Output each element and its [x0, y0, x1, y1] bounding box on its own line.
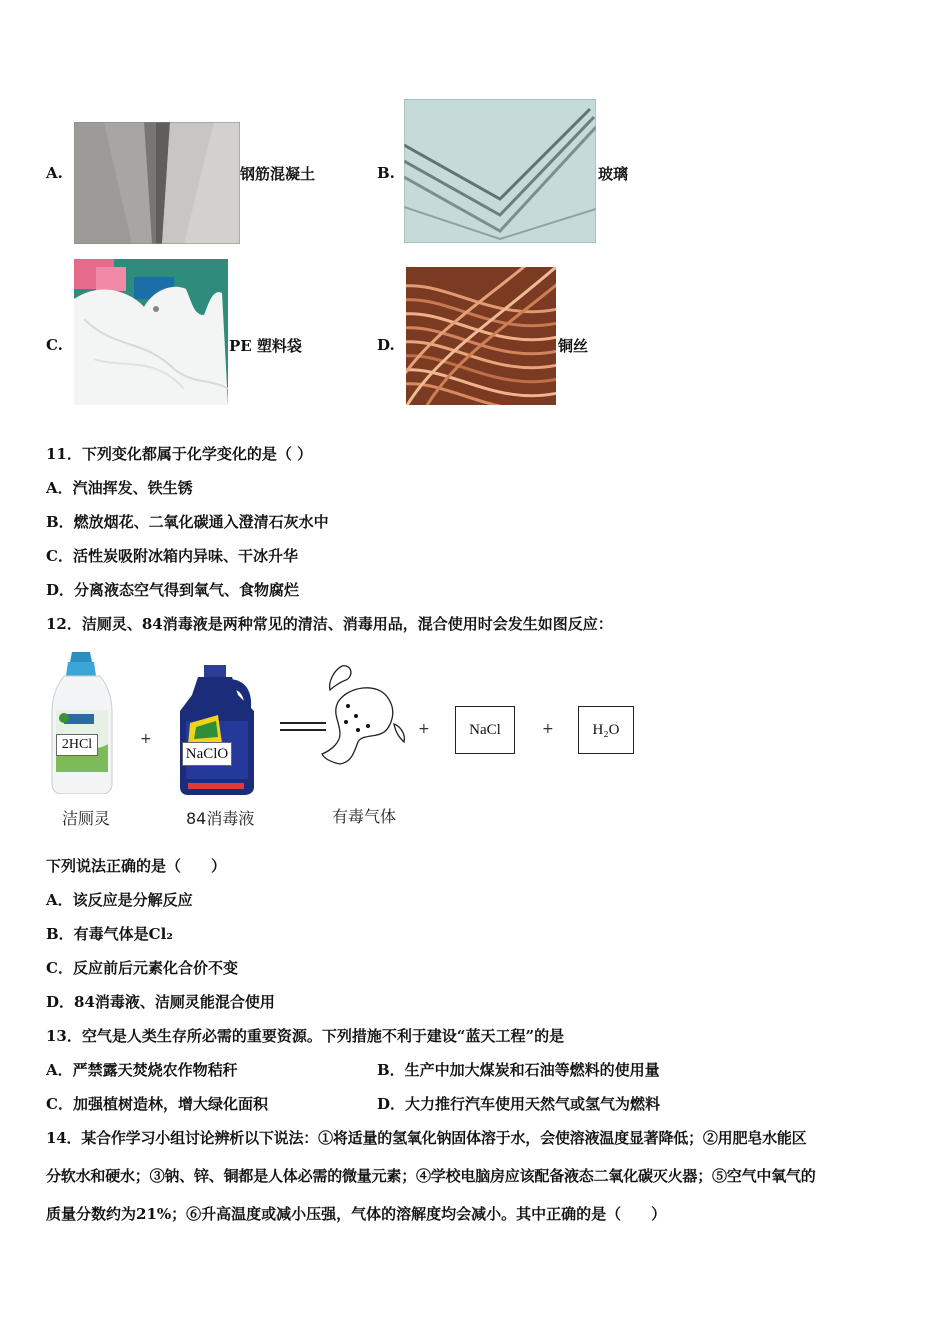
question-line-1: 14．某合作学习小组讨论辨析以下说法：①将适量的氢氧化钠固体溶于水，会使溶液温度显著降低；②用肥皂水能区	[46, 1129, 807, 1147]
option-b: B．有毒气体是Cl₂	[46, 925, 173, 943]
option-letter: B.	[377, 164, 395, 182]
disinfectant-bottle-icon	[178, 665, 258, 795]
question-prompt: 下列说法正确的是（ ）	[46, 857, 227, 875]
plus-sign: +	[418, 721, 430, 737]
option-c: C．反应前后元素化合价不变	[46, 959, 238, 977]
question-stem: 13．空气是人类生存所必需的重要资源。下列措施不利于建设“蓝天工程”的是	[46, 1027, 565, 1045]
caption-toxic-gas: 有毒气体	[332, 807, 397, 826]
option-a: A．该反应是分解反应	[46, 891, 193, 909]
product-water-box: H₂O	[578, 706, 634, 754]
option-letter: C.	[46, 336, 63, 354]
option-d: D．84消毒液、洁厕灵能混合使用	[46, 993, 275, 1011]
copper-wire-image	[406, 267, 556, 405]
option-label: 铜丝	[558, 337, 589, 355]
product-nacl-box: NaCl	[455, 706, 515, 754]
option-c: C．加强植树造林，增大绿化面积	[46, 1095, 268, 1113]
option-label: PE 塑料袋	[229, 337, 302, 355]
question-line-3: 质量分数约为21%；⑥升高温度或减小压强，气体的溶解度均会减小。其中正确的是（ ）	[46, 1205, 667, 1223]
question-stem: 12．洁厕灵、84消毒液是两种常见的清洁、消毒用品，混合使用时会发生如图反应：	[46, 615, 613, 633]
option-d: D．分离液态空气得到氧气、食物腐烂	[46, 581, 300, 599]
option-b: B．燃放烟花、二氧化碳通入澄清石灰水中	[46, 513, 329, 531]
option-b: B．生产中加大煤炭和石油等燃料的使用量	[377, 1061, 660, 1079]
caption-disinfectant: 84消毒液	[186, 809, 255, 828]
option-a: A．严禁露天焚烧农作物秸秆	[46, 1061, 238, 1079]
option-c: C．活性炭吸附冰箱内异味、干冰升华	[46, 547, 298, 565]
toxic-gas-cloud-icon	[318, 662, 414, 772]
caption-toilet-cleaner: 洁厕灵	[62, 809, 111, 828]
question-stem: 11．下列变化都属于化学变化的是（ ）	[46, 445, 313, 463]
toilet-cleaner-bottle-icon	[50, 652, 114, 794]
question-line-2: 分软水和硬水；③钠、锌、铜都是人体必需的微量元素；④学校电脑房应该配备液态二氧化碳灭火器；⑤空气中氧气的	[46, 1167, 816, 1185]
option-letter: A.	[46, 164, 63, 182]
bottle2-formula-label: NaClO	[182, 742, 232, 766]
option-label: 钢筋混凝土	[240, 165, 316, 183]
option-a: A．汽油挥发、铁生锈	[46, 479, 193, 497]
plus-sign: +	[140, 731, 152, 747]
plastic-bag-image	[74, 259, 228, 405]
option-letter: D.	[377, 336, 395, 354]
concrete-blocks-image	[74, 122, 240, 244]
glass-panes-image	[404, 99, 596, 243]
option-label: 玻璃	[598, 165, 629, 183]
plus-sign: +	[542, 721, 554, 737]
option-d: D．大力推行汽车使用天然气或氢气为燃料	[377, 1095, 661, 1113]
bottle1-formula-label: 2HCl	[56, 734, 98, 756]
